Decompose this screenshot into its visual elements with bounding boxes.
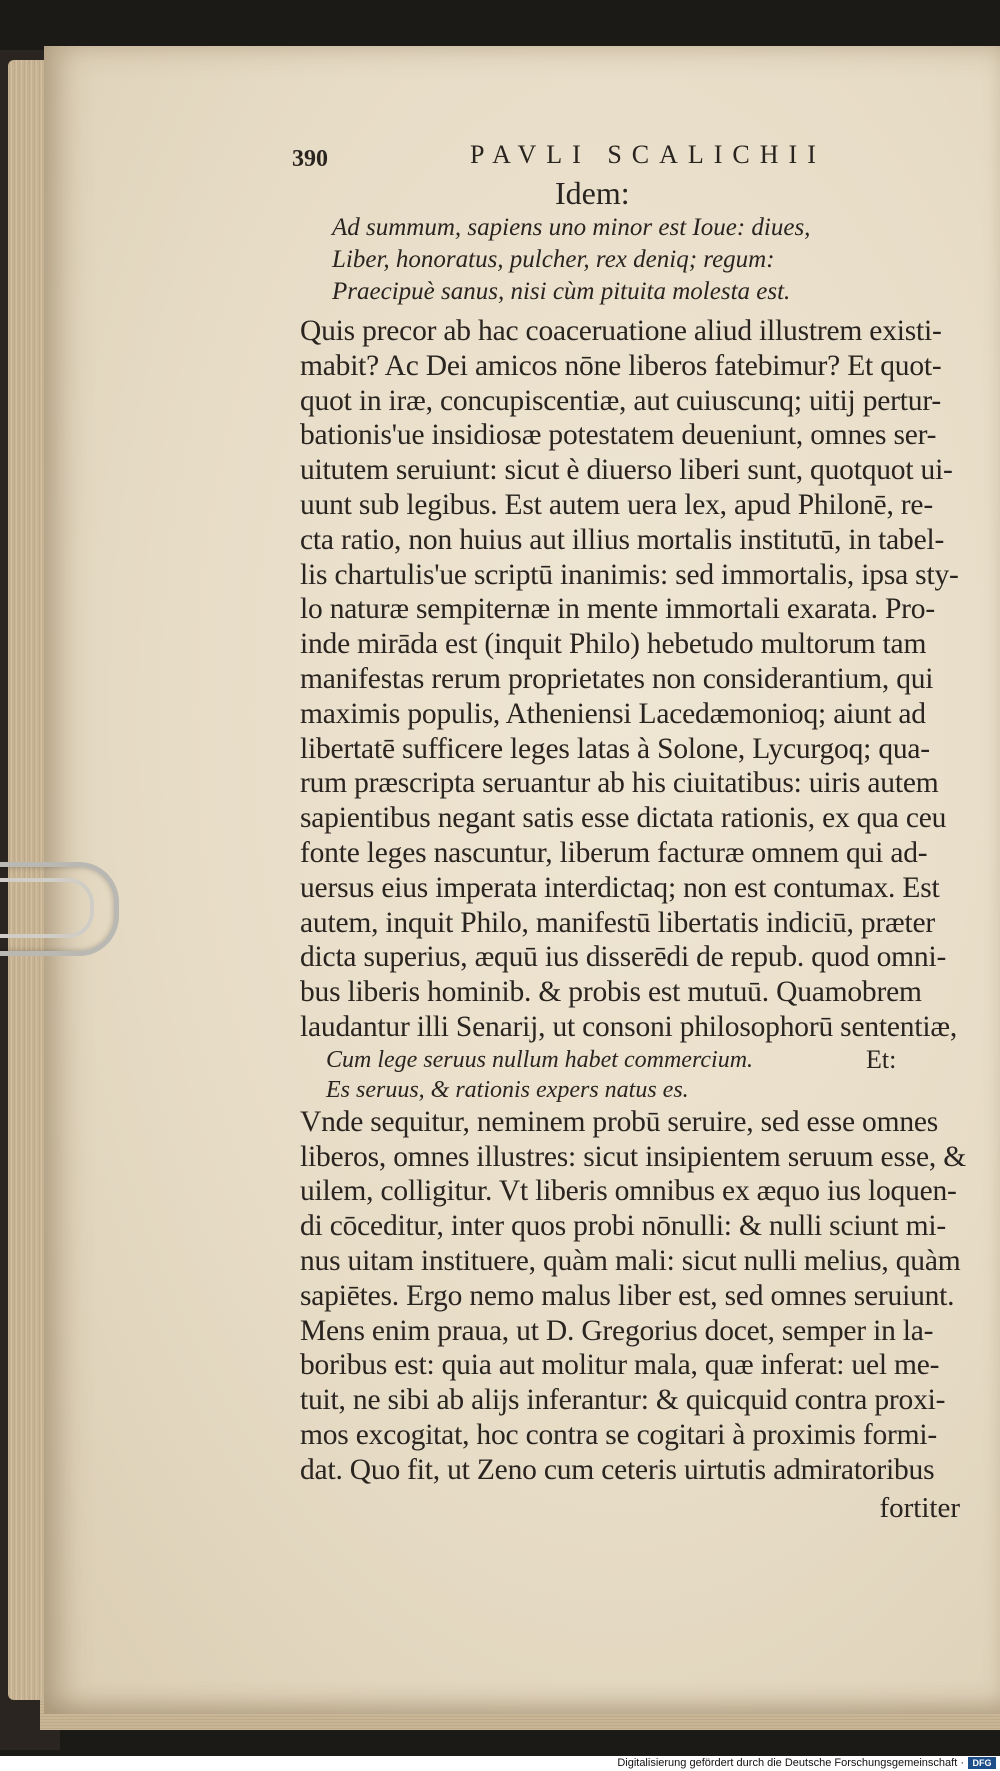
body-line: fonte leges nascuntur, liberum facturæ omnem qui ad-	[300, 836, 928, 869]
body-line: Vnde sequitur, neminem probū seruire, sed esse omnes	[300, 1105, 939, 1138]
dfg-logo-icon: DFG	[968, 1757, 996, 1769]
body-line: nus uitam instituere, quàm mali: sicut nulli melius, quàm	[300, 1244, 961, 1277]
body-line: uilem, colligitur. Vt liberis omnibus ex æquo ius loquen-	[300, 1175, 957, 1208]
catchword: fortiter	[879, 1491, 960, 1524]
body-line: inde mirāda est (inquit Philo) hebetudo multorum tam	[300, 628, 927, 661]
verse-line: Ad summum, sapiens uno minor est Ioue: diues,	[332, 214, 811, 241]
quote-line	[326, 1045, 960, 1075]
body-line: manifestas rerum proprietates non considerantium, qui	[300, 662, 934, 695]
body-line: libertatē sufficere leges latas à Solone, Lycurgoq; qua-	[300, 732, 930, 765]
body-line: uitutem seruiunt: sicut è diuerso liberi sunt, quotquot ui-	[300, 454, 953, 487]
quote-text: Es seruus, & rationis expers natus es.	[326, 1076, 689, 1103]
body-line: rum præscripta seruantur ab his ciuitatibus: uiris autem	[300, 767, 939, 800]
body-line: sapiētes. Ergo nemo malus liber est, sed omnes seruiunt.	[300, 1279, 955, 1312]
quote-line	[326, 1075, 960, 1105]
body-line: tuit, ne sibi ab alijs inferantur: & quicquid contra proxi-	[300, 1384, 946, 1417]
body-line: quot in iræ, concupiscentiæ, aut cuiuscunq; uitij pertur-	[300, 384, 941, 417]
funding-credit: Digitalisierung gefördert durch die Deutsche Forschungsgemeinschaft ·	[617, 1757, 964, 1769]
body-line: lo naturæ sempiternæ in mente immortali exarata. Pro-	[300, 593, 935, 626]
folio-number: 390	[292, 146, 328, 172]
body-line: cta ratio, non huius aut illius mortalis institutū, in tabel-	[300, 523, 945, 556]
body-line: bus liberis hominib. & probis est mutuū. Quamobrem	[300, 976, 922, 1009]
body-line: mos excogitat, hoc contra se cogitari à proximis formi-	[300, 1418, 937, 1451]
verse-line: Liber, honoratus, pulcher, rex deniq; regum:	[332, 246, 775, 273]
body-line: mabit? Ac Dei amicos nōne liberos fatebimur? Et quot-	[300, 349, 942, 382]
quote-text: Cum lege seruus nullum habet commercium.	[326, 1046, 754, 1073]
body-line: dicta superius, æquū ius disserēdi de repub. quod omni-	[300, 941, 947, 974]
paper-clip-inner-loop	[0, 878, 94, 938]
page-header	[292, 140, 960, 180]
body-line: autem, inquit Philo, manifestū libertatis indiciū, præter	[300, 906, 936, 939]
body-line: dat. Quo fit, ut Zeno cum ceteris uirtutis admiratoribus	[300, 1453, 935, 1486]
body-line: bationis'ue insidiosæ potestatem deueniunt, omnes ser-	[300, 419, 937, 452]
body-line: di cōceditur, inter quos probi nōnulli: & nulli sciunt mi-	[300, 1210, 946, 1243]
footer-bar	[0, 1756, 1000, 1771]
body-line: uunt sub legibus. Est autem uera lex, apud Philonē, re-	[300, 488, 933, 521]
body-line: lis chartulis'ue scriptū inanimis: sed immortalis, ipsa sty-	[300, 558, 959, 591]
body-line: laudantur illi Senarij, ut consoni philosophorū sententiæ,	[300, 1010, 957, 1043]
body-line: Mens enim praua, ut D. Gregorius docet, semper in la-	[300, 1314, 934, 1347]
body-line: liberos, omnes illustres: sicut insipientem seruum esse, &	[300, 1140, 966, 1173]
body-line: Quis precor ab hac coaceruatione aliud illustrem existi-	[300, 315, 942, 347]
section-title: Idem:	[555, 175, 630, 211]
body-paragraph-2	[300, 1105, 966, 1488]
verse-block	[300, 212, 960, 308]
quote-connector: Et:	[866, 1044, 897, 1074]
body-line: sapientibus negant satis esse dictata rationis, ex qua ceu	[300, 802, 947, 835]
verse-line: Praecipuè sanus, nisi cùm pituita molesta est.	[332, 278, 791, 305]
running-head: PAVLI SCALICHII	[470, 140, 826, 169]
body-line: boribus est: quia aut molitur mala, quæ inferat: uel me-	[300, 1349, 940, 1382]
body-line: uersus eius imperata interdictaq; non est contumax. Est	[300, 871, 940, 904]
body-line: maximis populis, Atheniensi Lacedæmonioq; aiunt ad	[300, 697, 926, 730]
quote-block	[300, 1045, 960, 1105]
page-text-block	[292, 140, 966, 1525]
body-paragraph-1	[300, 314, 960, 1045]
